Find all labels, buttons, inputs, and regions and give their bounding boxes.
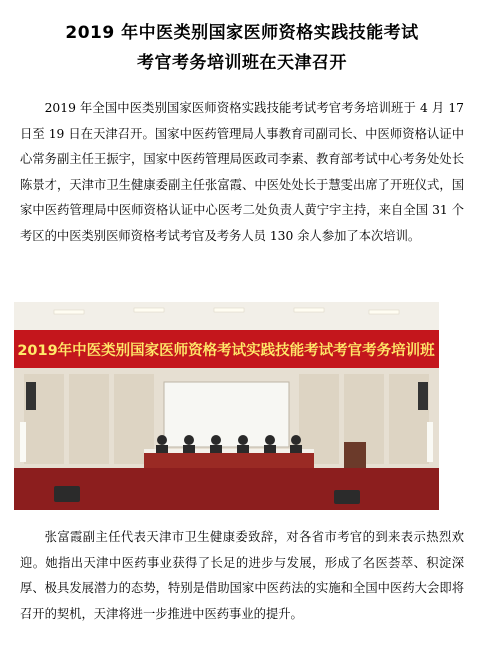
paragraph-1: 2019 年全国中医类别国家医师资格实践技能考试考官考务培训班于 4 月 17 日至 19 日在天津召开。国家中医药管理局人事教育司副司长、中医师资格认证中心常务副主任王振宇，国家中医药管理局医政司李素、教育部考试中心考务处处长陈景才，天津市卫生健康委副主任张富霞、中医处处长于慧雯出席了开班仪式，国家中医药管理局中医师资格认证中心医考二处负责人黄宁宇主持，来自全国 31 个考区的中医类别医师资格考试考官及考务人员 130 余人参加了本次培训。 (20, 101, 464, 243)
article-title-line-2: 考官考务培训班在天津召开 (137, 53, 347, 73)
article-title-line-1: 2019 年中医类别国家医师资格实践技能考试 (65, 23, 419, 43)
meeting-photo (14, 302, 439, 510)
banner-text: 2019年中医类别国家医师资格考试实践技能考试考官考务培训班 (17, 343, 435, 359)
paragraph-2: 张富霞副主任代表天津市卫生健康委致辞，对各省市考官的到来表示热烈欢迎。她指出天津中医药事业获得了长足的进步与发展，形成了名医荟萃、积淀深厚、极具发展潜力的态势，特别是借助国家中医药法的实施和全国中医药大会即将召开的契机，天津将进一步推进中医药事业的提升。 (20, 530, 464, 621)
